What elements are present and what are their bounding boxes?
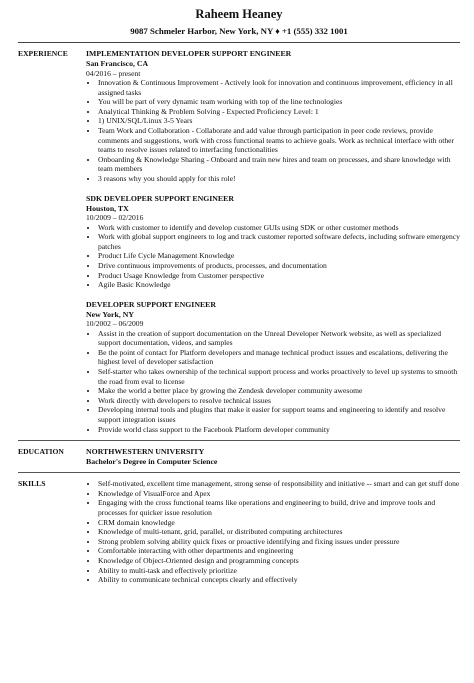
bullet-item: • Be the point of contact for Platform developers and manage technical product issues and escalations, delivering the highest level of developer satisfaction: [98, 348, 460, 367]
skills-list: [86, 479, 460, 585]
job-dates: 04/2016 – present: [86, 68, 141, 78]
education-body: [86, 447, 460, 472]
skill-item: • Engaging with the cross functional teams like operations and engineering to build, drive and improve tools and processes for quicker issue resolution: [98, 498, 460, 517]
skill-item: • Knowledge of VisualForce and Apex: [98, 489, 460, 499]
bullet-item: • Assist in the creation of support documentation on the Unreal Developer Network website, as well as specialized support documentation, videos, and samples: [98, 329, 460, 348]
skill-item: • CRM domain knowledge: [98, 518, 460, 528]
skills-body: [86, 479, 460, 585]
bullet-item: • Analytical Thinking & Problem Solving - Expected Proficiency Level: 1: [98, 107, 460, 117]
skills-section: [18, 473, 460, 585]
bullet-item: • Provide world class support to the Facebook Platform developer community: [98, 425, 460, 435]
degree: Bachelor's Degree in Computer Science: [86, 457, 218, 467]
job-bullets: [86, 78, 460, 184]
school-name: NORTHWESTERN UNIVERSITY: [86, 447, 205, 457]
resume-header: [18, 0, 460, 37]
bullet-item: • Make the world a better place by growing the Zendesk developer community awesome: [98, 386, 460, 396]
candidate-name: Raheem Heaney: [195, 7, 283, 21]
bullet-item: • Product Life Cycle Management Knowledge: [98, 251, 460, 261]
experience-list: [86, 49, 460, 440]
job-title: DEVELOPER SUPPORT ENGINEER: [86, 299, 216, 309]
bullet-item: • Work with global support engineers to log and track customer reported software defects, including software emergency patches: [98, 232, 460, 251]
skill-item: • Ability to communicate technical concepts clearly and effectively: [98, 575, 460, 585]
bullet-item: • Innovation & Continuous Improvement - Actively look for innovation and continuous improvement, efficiency in all assigned tasks: [98, 78, 460, 97]
bullet-item: • Agile Basic Knowledge: [98, 280, 460, 290]
bullet-item: • Work directly with developers to resolve technical issues: [98, 396, 460, 406]
skill-item: • Strong problem solving ability quick fixes or proactive identifying and fixing issues under pressure: [98, 537, 460, 547]
bullet-item: • Team Work and Collaboration - Collaborate and add value through participation in peer code reviews, provide comments and suggestions, work with cross functional teams to achieve goals. Work as technical interface with other teams to resolve issues related to interfacing functionalities: [98, 126, 460, 155]
job-bullets: [86, 329, 460, 435]
skill-item: • Ability to multi-task and effectively prioritize: [98, 566, 460, 576]
bullet-item: • 1) UNIX/SQL/Linux 3-5 Years: [98, 116, 460, 126]
job-title: SDK DEVELOPER SUPPORT ENGINEER: [86, 193, 234, 203]
bullet-item: • 3 reasons why you should apply for this role!: [98, 174, 460, 184]
job-dates: 10/2002 – 06/2009: [86, 319, 144, 329]
section-title: EDUCATION: [18, 447, 64, 457]
bullet-item: • You will be part of very dynamic team working with top of the line technologies: [98, 97, 460, 107]
job-location: Houston, TX: [86, 203, 129, 213]
section-title: SKILLS: [18, 479, 46, 489]
job-entry: [86, 49, 460, 184]
job-entry: [86, 300, 460, 435]
job-title: IMPLEMENTATION DEVELOPER SUPPORT ENGINEER: [86, 49, 292, 58]
skill-item: • Knowledge of multi-tenant, grid, parallel, or distributed computing architectures: [98, 527, 460, 537]
job-location: New York, NY: [86, 309, 135, 319]
skill-item: • Comfortable interacting with other departments and engineering: [98, 546, 460, 556]
job-entry: [86, 194, 460, 290]
bullet-item: • Onboarding & Knowledge Sharing - Onboard and train new hires and team on processes, and share knowledge with team members: [98, 155, 460, 174]
job-bullets: [86, 223, 460, 290]
job-dates: 10/2009 – 02/2016: [86, 213, 144, 223]
bullet-item: • Developing internal tools and plugins that make it easier for support teams and engineering to identify and resolve support integration issues: [98, 405, 460, 424]
bullet-item: • Work with customer to identify and develop customer GUIs using SDK or other customer methods: [98, 223, 460, 233]
job-location: San Francisco, CA: [86, 59, 149, 68]
skill-item: • Self-motivated, excellent time management, strong sense of responsibility and initiative -- smart and can get stuff done: [98, 479, 460, 489]
skill-item: • Knowledge of Object-Oriented design and programming concepts: [98, 556, 460, 566]
bullet-item: • Self-starter who takes ownership of the technical support process and works proactively to level up systems to smooth the road from eval to license: [98, 367, 460, 386]
bullet-item: • Product Usage Knowledge from Customer perspective: [98, 271, 460, 281]
section-title: EXPERIENCE: [18, 49, 68, 58]
contact-line: 9087 Schmeler Harbor, New York, NY ♦ +1 (555) 332 1001: [130, 26, 348, 36]
experience-section: [18, 43, 460, 440]
education-section: [18, 441, 460, 472]
bullet-item: • Drive continuous improvements of products, processes, and documentation: [98, 261, 460, 271]
